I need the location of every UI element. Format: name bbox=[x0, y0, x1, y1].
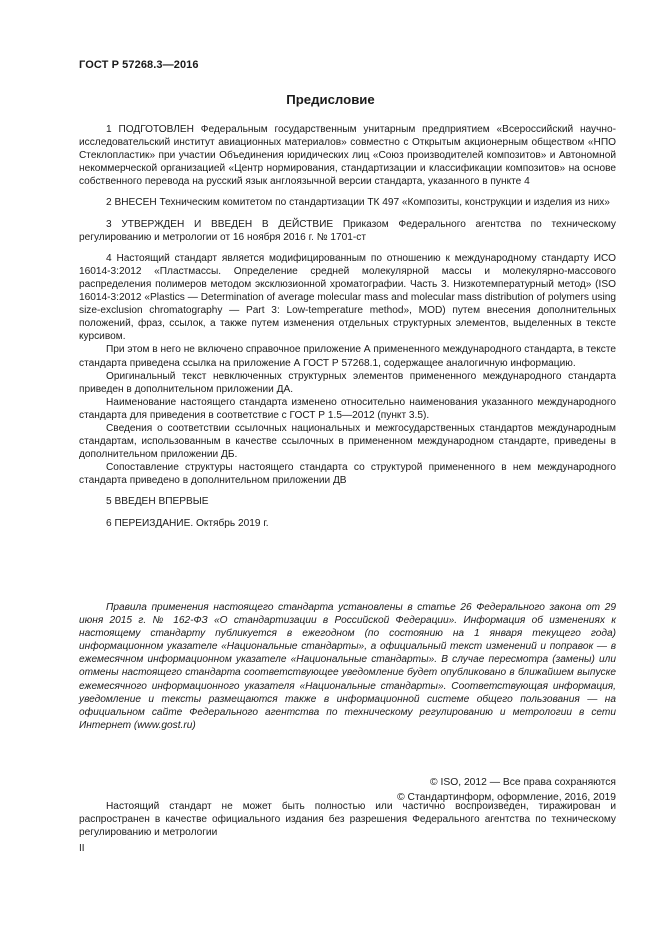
application-rules-notice bbox=[79, 601, 616, 732]
paragraph-4-note-a: При этом в него не включено справочное приложение А примененного международного стандарта, в тексте стандарта приведена ссылка на приложение А ГОСТ Р 57268.1, содержащее аналогичную информацию. bbox=[79, 344, 616, 369]
page-title: Предисловие bbox=[286, 92, 375, 107]
copyright-standartinform: © Стандартинформ, оформление, 2016, 2019 bbox=[397, 792, 616, 804]
paragraph-4-note-dv: Сопоставление структуры настоящего стандарта со структурой примененного в нем международного стандарта приведено в дополнительном приложении ДВ bbox=[79, 462, 616, 487]
notice-text: Правила применения настоящего стандарта установлены в статье 26 Федерального закона от 29 июня 2015 г. № 162-ФЗ «О стандартизации в Российской Федерации». Информация об изменениях к настоящему стандарту публикуется в ежегодном (по состоянию на 1 января текущего года) информационном указателе «Национальные стандарты», а официальный текст изменений и поправок — в ежемесячном информационном указателе «Национальные стандарты». В случае пересмотра (замены) или отмены настоящего стандарта соответствующее уведомление будет опубликовано в ближайшем выпуске ежемесячного информационного указателя «Национальные стандарты». Соответствующая информация, уведомление и тексты размещаются также в информационной системе общего пользования — на официальном сайте Федерального агентства по техническому регулированию и метрологии в сети Интернет (www.gost.ru) bbox=[79, 602, 616, 731]
document-header: ГОСТ Р 57268.3—2016 bbox=[79, 59, 199, 71]
paragraph-6: 6 ПЕРЕИЗДАНИЕ. Октябрь 2019 г. bbox=[106, 517, 269, 529]
paragraph-4-note-db: Сведения о соответствии ссылочных национальных и межгосударственных стандартов международным стандартам, использованным в качестве ссылочных в примененном международном стандарте, приведены в дополнительном приложении ДБ. bbox=[79, 422, 616, 461]
reproduction-notice bbox=[79, 800, 616, 839]
paragraph-4: 4 Настоящий стандарт является модифицированным по отношению к международному стандарту ИСО 16014-3:2012 «Пластмассы. Определение средней молекулярной массы и молекулярно-массового распределения полимеров методом эксклюзионной хроматографии. Часть 3. Низкотемпературный метод» (ISO 16014-3:2012 «Plastics — Determination of average molecular mass and molecular mass distribution of polymers using size-exclusion chromatography — Part 3: Low-temperature method», MOD) путем внесения дополнительных положений, фраз, ссылок, а также путем изменения отдельных структурных элементов, выделенных в тексте курсивом. bbox=[79, 252, 616, 343]
paragraph-2: 2 ВНЕСЕН Техническим комитетом по стандартизации ТК 497 «Композиты, конструкции и изделия из них» bbox=[106, 197, 610, 209]
foreword-body bbox=[79, 123, 616, 530]
paragraph-3: 3 УТВЕРЖДЕН И ВВЕДЕН В ДЕЙСТВИЕ Приказом Федерального агентства по техническому регулированию и метрологии от 16 ноября 2016 г. № 1701-ст bbox=[79, 218, 616, 243]
reproduction-text: Настоящий стандарт не может быть полностью или частично воспроизведен, тиражирован и распространен в качестве официального издания без разрешения Федерального агентства по техническому регулированию и метрологии bbox=[79, 801, 616, 839]
paragraph-4-note-da: Оригинальный текст невключенных структурных элементов примененного международного стандарта приведен в дополнительном приложении ДА. bbox=[79, 370, 616, 395]
copyright-iso: © ISO, 2012 — Все права сохраняются bbox=[430, 777, 616, 788]
page-number: II bbox=[79, 843, 85, 854]
paragraph-4-note-name: Наименование настоящего стандарта изменено относительно наименования указанного международного стандарта для приведения в соответствие с ГОСТ Р 1.5—2012 (пункт 3.5). bbox=[79, 396, 616, 421]
paragraph-5: 5 ВВЕДЕН ВПЕРВЫЕ bbox=[106, 496, 209, 508]
paragraph-1: 1 ПОДГОТОВЛЕН Федеральным государственным унитарным предприятием «Всероссийский научно-исследовательский институт авиационных материалов» совместно с Открытым акционерным обществом «НПО Стеклопластик» при участии Объединения юридических лиц «Союз производителей композитов» и Автономной некоммерческой организацией «Центр нормирования, стандартизации и классификации композитов» на основе собственного перевода на русский язык англоязычной версии стандарта, указанного в пункте 4 bbox=[79, 124, 616, 188]
